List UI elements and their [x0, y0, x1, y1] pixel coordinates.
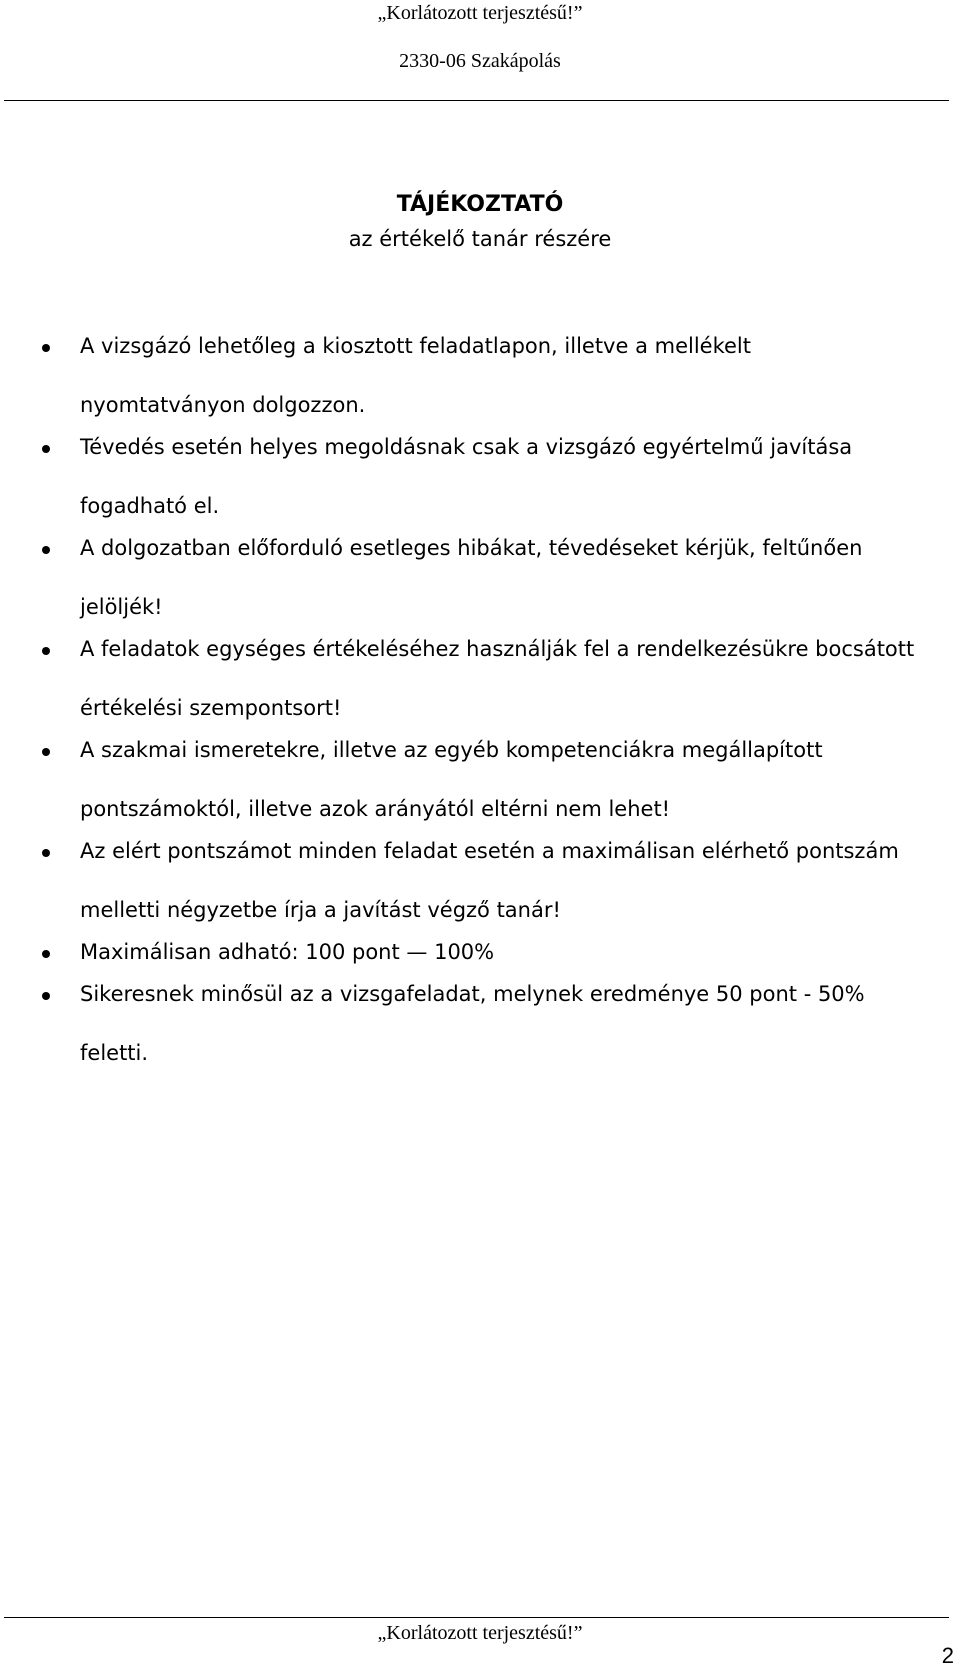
footer-restriction-notice: „Korlátozott terjesztésű!” — [377, 1622, 583, 1644]
document-title: TÁJÉKOZTATÓ — [396, 192, 564, 217]
list-item-text: Sikeresnek minősül az a vizsgafeladat, melynek eredménye 50 pont - 50% feletti. — [80, 982, 865, 1065]
list-item-text: Az elért pontszámot minden feladat esetén a maximálisan elérhető pontszám melletti négyzetbe írja a javítást végző tanár! — [80, 839, 899, 922]
list-item-text: A dolgozatban előforduló esetleges hibákat, tévedéseket kérjük, feltűnően jelöljék! — [80, 536, 863, 619]
bullet-icon — [42, 748, 50, 756]
footer-divider — [4, 1617, 949, 1618]
bullet-icon — [42, 647, 50, 655]
bullet-icon — [42, 849, 50, 857]
header-restriction-notice: „Korlátozott terjesztésű!” — [377, 2, 583, 24]
header-divider — [4, 100, 949, 101]
list-item-text: A szakmai ismeretekre, illetve az egyéb kompetenciákra megállapított pontszámoktól, illetve azok arányától eltérni nem lehet! — [80, 738, 823, 821]
bullet-icon — [42, 445, 50, 453]
document-title-block — [0, 188, 960, 256]
bullet-icon — [42, 546, 50, 554]
list-item-text: Maximálisan adható: 100 pont — 100% — [80, 940, 495, 964]
header-exam-code: 2330-06 Szakápolás — [399, 50, 561, 72]
list-item — [0, 965, 960, 1083]
instruction-list — [0, 334, 960, 1083]
list-item-text: Tévedés esetén helyes megoldásnak csak a vizsgázó egyértelmű javítása fogadható el. — [80, 435, 853, 518]
page-number: 2 — [941, 1643, 954, 1668]
list-item-text: A feladatok egységes értékeléséhez használják fel a rendelkezésükre bocsátott értékelési szempontsort! — [80, 637, 915, 720]
document-subtitle: az értékelő tanár részére — [348, 227, 612, 251]
bullet-icon — [42, 344, 50, 352]
bullet-icon — [42, 992, 50, 1000]
list-item-text: A vizsgázó lehetőleg a kiosztott feladatlapon, illetve a mellékelt nyomtatványon dolgozzon. — [80, 334, 751, 417]
bullet-icon — [42, 950, 50, 958]
